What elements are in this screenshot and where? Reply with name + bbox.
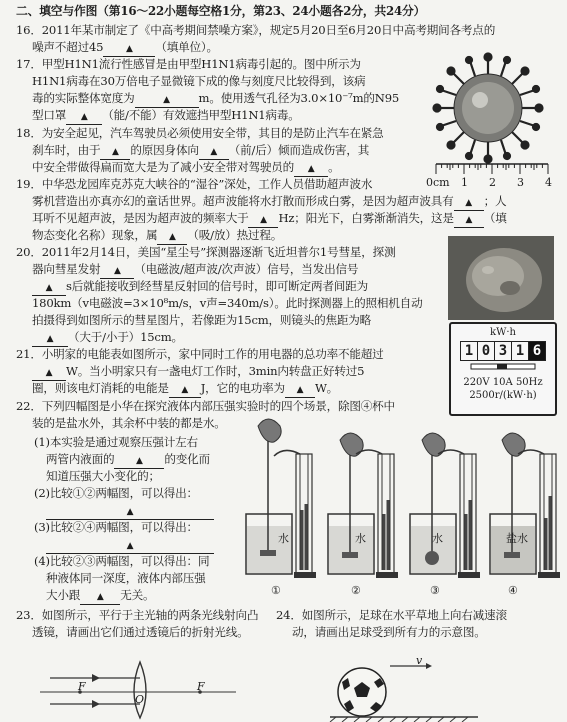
ruler-tick: 4 <box>545 176 552 189</box>
q17-line1: 17．甲型H1N1流行性感冒是由甲型H1N1病毒引起的。图中所示为 <box>16 57 361 71</box>
q18-line3: 中安全带做得扁而宽大是为了减小安全带对驾驶员的 ▲ 。 <box>32 161 339 177</box>
q17-line3: 毒的实际整体宽度为 ▲ m。使用透气孔径为3.0×10⁻⁷m的N95 <box>32 92 399 108</box>
q22-line1: 22．下列四幅图是小华在探究液体内部压强实验时的四个场景，除图④杯中 <box>16 399 395 413</box>
q18-line1: 18．为安全起见，汽车驾驶员必须使用安全带，其目的是防止汽车在紧急 <box>16 126 384 140</box>
q22-part1-a: (1)本实验是通过观察压强计左右 <box>34 435 198 449</box>
meter-digit-decimal: 6 <box>529 342 545 360</box>
q22-part4-c: 大小跟 ▲ 无关。 <box>46 589 154 605</box>
virus-figure <box>428 52 548 164</box>
q24-line2: 动，请画出足球受到所有力的示意图。 <box>292 625 486 639</box>
convex-lens-diagram <box>40 660 240 720</box>
q19-line1: 19．中华恐龙园库克苏克大峡谷的“湿谷”深处，工作人员借助超声波水 <box>16 177 373 191</box>
q22-part1-b: 两管内液面的 ▲ 的变化而 <box>46 453 210 469</box>
q20-line6: ▲ （大于/小于）15cm。 <box>32 331 183 347</box>
q17-line4: 型口罩 ▲ （能/不能）有效遮挡甲型H1N1病毒。 <box>32 109 300 125</box>
q20-line5: 拍摄得到如图所示的彗星图片，若像距为15cm，则镜头的焦距为略 <box>32 313 372 327</box>
meter-digit: 1 <box>512 342 529 360</box>
liquid-label: 水 <box>432 532 443 545</box>
q22-part3: (3)比较②④两幅图，可以得出： <box>34 520 198 534</box>
scene-3 <box>410 433 480 578</box>
meter-unit: kW·h <box>490 327 516 338</box>
pressure-experiment-figure <box>238 414 558 584</box>
q16-line1: 16．2011年某市制定了《中高考期间禁噪方案》，规定5月20日至6月20日中高考期间各考点的 <box>16 23 496 37</box>
scene-4 <box>490 433 560 578</box>
q22-part2: (2)比较①②两幅图，可以得出： <box>34 486 198 500</box>
q21-line3: 圈，则该电灯消耗的电能是 ▲ J，它的电功率为 ▲ W。 <box>32 382 338 398</box>
ruler <box>436 164 552 176</box>
q22-line2: 装的是盐水外，其余杯中装的都是水。 <box>32 416 226 430</box>
comet-photo <box>448 236 554 320</box>
section-title: 二、填空与作图（第16～22小题每空格1分，第23、24小题各2分，共24分） <box>16 4 426 18</box>
q21-line1: 21．小明家的电能表如图所示，家中同时工作的用电器的总功率不能超过 <box>16 347 384 361</box>
q16-line2: 噪声不超过45 ▲ （填单位）。 <box>32 41 218 57</box>
scene-2 <box>328 433 398 578</box>
q19-line4: 物态变化名称）现象，属 ▲ （吸/放）热过程。 <box>32 229 282 245</box>
meter-digit: 3 <box>495 342 512 360</box>
focus-right-label: F <box>197 680 205 693</box>
scene-1 <box>246 419 316 578</box>
scene-number: ① <box>271 584 281 597</box>
q20-line3: ▲ s后就能接收到经彗星反射回的信号时，即可断定两者间距为 <box>32 280 368 296</box>
meter-spec: 220V 10A 50Hz 2500r/(kW·h) <box>463 377 543 401</box>
q21-line2: ▲ W。当小明家只有一盏电灯工作时，3min内转盘正好转过5 <box>32 365 364 381</box>
liquid-label: 水 <box>278 532 289 545</box>
q19-line3: 耳听不见超声波，是因为超声波的频率大于 ▲ Hz；阳光下，白雾渐渐消失，这是 ▲ （填 <box>32 212 507 228</box>
q20-line1: 20．2011年2月14日，美国“星尘号”探测器逐渐飞近坦普尔1号彗星，探测 <box>16 245 396 259</box>
q22-part3-blank: ▲ <box>46 538 214 554</box>
q22-part1-c: 知道压强大小变化的； <box>46 469 160 483</box>
scene-number: ② <box>351 584 361 597</box>
scene-number: ④ <box>508 584 518 597</box>
meter-digit: 1 <box>461 342 478 360</box>
velocity-label: v <box>416 654 423 667</box>
ruler-unit: 0cm <box>426 176 450 189</box>
q22-part4-a: (4)比较②③两幅图，可以得出：同 <box>34 554 210 568</box>
q17-line2: H1N1病毒在30万倍电子显微镜下成的像与刻度尺比较得到，该病 <box>32 74 366 88</box>
q22-part4-b: 种液体同一深度，液体内部压强 <box>46 571 206 585</box>
focus-left-label: F <box>78 680 86 693</box>
q23-line2: 透镜，请画出它们通过透镜后的折射光线。 <box>32 625 249 639</box>
ruler-tick: 3 <box>517 176 524 189</box>
q24-line1: 24．如图所示，足球在水平草地上向右减速滚 <box>276 608 507 622</box>
ruler-tick: 1 <box>461 176 468 189</box>
meter-digit: 0 <box>478 342 495 360</box>
q22-part2-blank: ▲ <box>46 504 214 520</box>
blank-marker: ▲ <box>125 44 133 54</box>
electricity-meter <box>449 322 557 416</box>
football-diagram <box>330 660 480 722</box>
meter-digits <box>460 341 546 361</box>
liquid-label: 水 <box>355 532 366 545</box>
scene-number: ③ <box>430 584 440 597</box>
q20-line2: 器向彗星发射 ▲ （电磁波/超声波/次声波）信号，当发出信号 <box>32 263 358 279</box>
meter-dial-bar <box>451 362 555 372</box>
q20-line4: 180km（v电磁波=3×10⁸m/s，v声=340m/s）。此时探测器上的照相机自动 <box>32 296 423 310</box>
q18-line2: 刹车时，由于 ▲ 的原因身体向 ▲ （前/后）倾而造成伤害，其 <box>32 144 369 160</box>
q23-line1: 23．如图所示，平行于主光轴的两条光线射向凸 <box>16 608 259 622</box>
optical-center-label: O <box>135 693 145 706</box>
liquid-label: 盐水 <box>506 532 528 545</box>
q19-line2: 雾机营造出亦真亦幻的童话世界。超声波能将水打散而形成白雾，是因为超声波具有 ▲ ；人 <box>32 195 506 211</box>
ruler-tick: 2 <box>489 176 496 189</box>
